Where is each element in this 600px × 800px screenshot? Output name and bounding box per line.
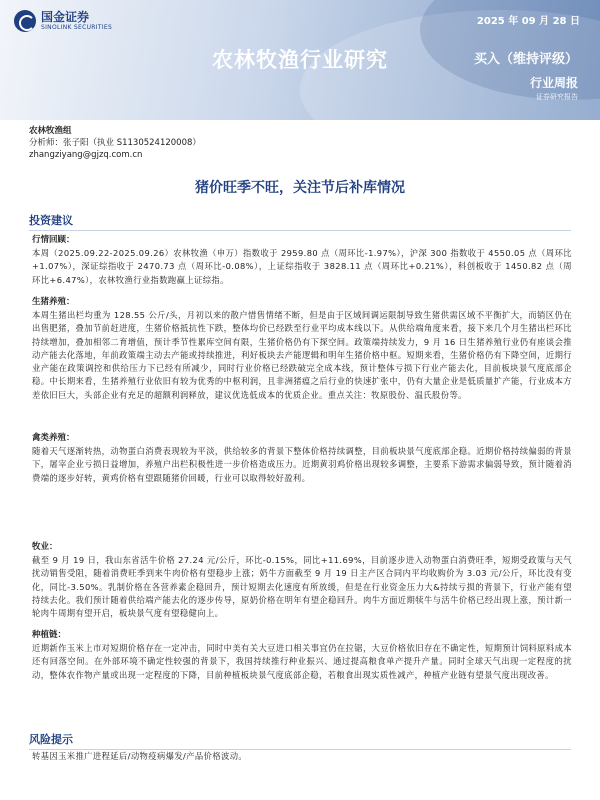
subheading-hog: 生猪养殖：: [32, 297, 75, 307]
report-subtype: 证券研究报告: [536, 93, 578, 101]
company-logo: [14, 10, 112, 32]
analyst-info: [29, 125, 201, 161]
paragraph-market-review: 本周（2025.09.22-2025.09.26）农林牧渔（申万）指数收于 2959.80 点（周环比-1.97%），沪深 300 指数收于 4550.05 点（周环比+1.07%），深证综指收于 2470.73 点（周环比-0.08%），上证综指收于 3828.11 点（周环比+0.21%），科创板收于 1450.82 点（周环比+6.47%），农林牧渔行业指数跑赢上证综指。: [32, 248, 572, 285]
paragraph-cattle: 截至 9 月 19 日，我山东省活牛价格 27.24 元/公斤，环比-0.15%，同比+11.69%，目前逐步进入动物蛋白消费旺季，短期受政策与天气扰动销售受阻，随着消费旺季到来牛肉价格有望稳步上涨；奶牛方面截至 9 月 19 日主产区合同内平均收购价为 3.03 元/公斤，环比没有变化，同比-3.50%。乳制价格在各营养素企稳回升，预计短期去化速度有所放缓，但是在行业资金压力大&持续亏损的背景下，行业产能有望持续去化。我们预计随着供给端产能去化的逐步传导，原奶价格在明年有望企稳回升。肉牛方面近期犊牛与活牛价格已经出现上涨，预计新一轮肉牛周期有望开启，板块景气度有望稳健向上。: [32, 555, 572, 619]
analyst-name: 分析师：张子阳（执业 S1130524120008）: [29, 138, 201, 148]
section-heading-risk: 风险提示: [29, 731, 571, 750]
section-heading-investment: 投资建议: [29, 212, 571, 231]
subheading-planting: 种植链：: [32, 630, 67, 640]
logo-en-text: SINOLINK SECURITIES: [41, 23, 113, 31]
logo-cn-text: 国金证券: [41, 9, 90, 24]
paragraph-poultry: 随着天气逐渐转热，动物蛋白消费表现较为平淡，供给较多的背景下整体价格持续调整，目前板块景气度底部企稳。近期价格持续偏弱的背景下，屠宰企业亏损日益增加，养殖户出栏积极性进一步价格造成压力。近期黄羽鸡价格出现较多调整，主要系下游需求偏弱导致，预计随着消费端的逐步好转，黄鸡价格有望跟随猪价回暖，行业可以取得较好盈利。: [32, 446, 572, 483]
document-title: 猪价旺季不旺，关注节后补库情况: [195, 180, 405, 196]
analyst-team: 农林牧渔组: [29, 126, 72, 136]
report-date: 2025 年 09 月 28 日: [476, 16, 580, 27]
paragraph-risk: 转基因玉米推广进程延后/动物疫病爆发/产品价格波动。: [32, 751, 248, 761]
subheading-market-review: 行情回顾：: [32, 235, 75, 245]
logo-icon: [14, 10, 36, 32]
report-type: 行业周报: [529, 76, 578, 90]
paragraph-planting: 近期新作玉米上市对短期价格存在一定冲击，同时中美有关大豆进口相关事宜仍在拉锯，大豆价格依旧存在不确定性，短期预计饲料原料成本还有回落空间。在外部环境不确定性较强的背景下，我国持续推行种业振兴、通过提高粮食单产提升产量。同时全球天气出现一定程度的扰动，整体农作物产量或出现一定程度的下降，目前种植板块景气度底部企稳，若粮食出现实质性减产，种植产业链有望景气度出现改善。: [32, 643, 572, 680]
subheading-cattle: 牧业：: [32, 542, 58, 552]
paragraph-hog: 本周生猪出栏均重为 128.55 公斤/头，月初以来的散户惜售情绪不断，但是由于区域间调运限制导致生猪供需区域不平衡扩大，而销区仍在出售肥猪，叠加节前赶进度，生猪价格抵抗性下跌，整体均价已经跌至行业平均成本线以下。从供给端角度来看，接下来几个月生猪出栏环比持续增加，叠加相邻二育增值，预计季节性累库空间有限，生猪价格仍有下探空间。政策端持续发力，9 月 16 日生猪养殖行业仍有座谈会推动产能去化落地，年前政策端主动去产能或持续推进，利好板块去产能逻辑和明年生猪价格中枢。短期来看，生猪价格仍有下降空间，近期行业产能在政策调控和供给压力下已经有所减少，同时行业价格已经跌破完全成本线，预计整体亏损下行业产能去化，目前板块景气度底部企稳。中长期来看，生猪养殖行业依旧有较为优秀的中枢利润，且非洲猪瘟之后行业的快速扩张中，仍有大量企业是低质量扩产能，行业成本方差依旧巨大，头部企业有充足的超额利润释放，建议优选低成本的优质企业。重点关注：牧原股份、温氏股份等。: [32, 310, 572, 400]
analyst-email[interactable]: zhangziyang@gjzq.com.cn: [29, 150, 143, 160]
rating-badge: 买入（维持评级）: [473, 52, 578, 67]
report-title: 农林牧渔行业研究: [212, 48, 388, 72]
subheading-poultry: 禽类养殖：: [32, 433, 75, 443]
